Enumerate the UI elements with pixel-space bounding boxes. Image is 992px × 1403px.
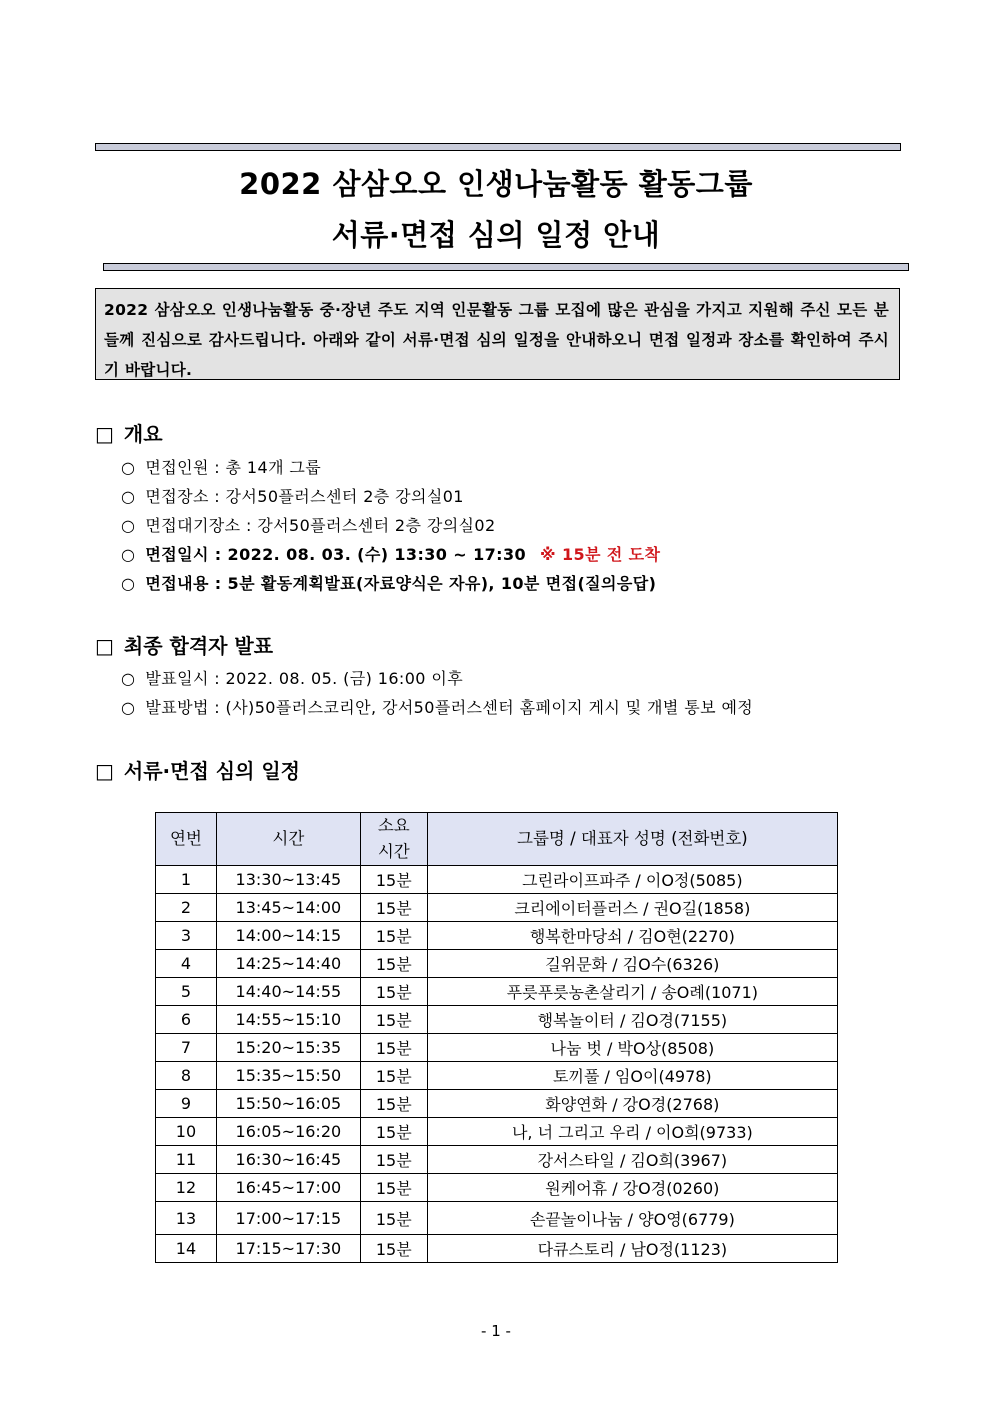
- cell-time: 16:05~16:20: [216, 1118, 360, 1146]
- cell-no: 4: [156, 950, 217, 978]
- table-row: [156, 978, 838, 1006]
- section-overview-heading: □ 개요: [95, 422, 163, 446]
- overview-item: ○ 면접장소 : 강서50플러스센터 2층 강의실01: [121, 487, 464, 506]
- cell-group: 손끝놀이나눔 / 양O영(6779): [427, 1202, 837, 1235]
- schedule-table: [155, 812, 838, 1263]
- overview-item: ○ 면접대기장소 : 강서50플러스센터 2층 강의실02: [121, 516, 496, 535]
- page-number: - 1 -: [481, 1322, 511, 1340]
- cell-duration: 15분: [360, 1006, 427, 1034]
- schedule-table-body: [156, 866, 838, 1263]
- table-row: [156, 950, 838, 978]
- table-row: [156, 1006, 838, 1034]
- cell-time: 16:45~17:00: [216, 1174, 360, 1202]
- cell-group: 길위문화 / 김O수(6326): [427, 950, 837, 978]
- cell-time: 13:45~14:00: [216, 894, 360, 922]
- table-row: [156, 894, 838, 922]
- cell-duration: 15분: [360, 1034, 427, 1062]
- title-bottom-bar: [103, 263, 909, 271]
- circle-bullet-icon: ○: [121, 545, 136, 564]
- header-no: 연번: [156, 813, 217, 866]
- table-row: [156, 1202, 838, 1235]
- table-row: [156, 1174, 838, 1202]
- cell-duration: 15분: [360, 922, 427, 950]
- header-duration: 소요 시간: [360, 813, 427, 866]
- circle-bullet-icon: ○: [121, 669, 136, 688]
- table-row: [156, 1034, 838, 1062]
- cell-group: 행복놀이터 / 김O경(7155): [427, 1006, 837, 1034]
- cell-time: 13:30~13:45: [216, 866, 360, 894]
- intro-box: 2022 삼삼오오 인생나눔활동 중·장년 주도 지역 인문활동 그룹 모집에 많은 관심을 가지고 지원해 주신 모든 분들께 진심으로 감사드립니다. 아래와 같이 서류·면접 심의 일정을 안내하오니 면접 일정과 장소를 확인하여 주시기 바랍니다.: [95, 288, 900, 380]
- cell-time: 14:40~14:55: [216, 978, 360, 1006]
- table-row: [156, 1235, 838, 1263]
- cell-no: 2: [156, 894, 217, 922]
- cell-time: 16:30~16:45: [216, 1146, 360, 1174]
- cell-duration: 15분: [360, 1118, 427, 1146]
- circle-bullet-icon: ○: [121, 458, 136, 477]
- overview-item-interview-date: ○ 면접일시 : 2022. 08. 03. (수) 13:30 ~ 17:30 ※ 15분 전 도착: [121, 545, 661, 564]
- checkbox-square-icon: □: [95, 422, 114, 446]
- table-row: [156, 866, 838, 894]
- table-header-row: [156, 813, 838, 866]
- arrival-note: ※ 15분 전 도착: [540, 545, 661, 564]
- checkbox-square-icon: □: [95, 759, 114, 783]
- cell-time: 15:20~15:35: [216, 1034, 360, 1062]
- circle-bullet-icon: ○: [121, 516, 136, 535]
- circle-bullet-icon: ○: [121, 487, 136, 506]
- cell-time: 14:00~14:15: [216, 922, 360, 950]
- overview-item: ○ 면접인원 : 총 14개 그룹: [121, 458, 322, 477]
- cell-time: 15:35~15:50: [216, 1062, 360, 1090]
- table-row: [156, 1062, 838, 1090]
- cell-group: 나, 너 그리고 우리 / 이O희(9733): [427, 1118, 837, 1146]
- cell-duration: 15분: [360, 978, 427, 1006]
- cell-no: 8: [156, 1062, 217, 1090]
- cell-group: 화양연화 / 강O경(2768): [427, 1090, 837, 1118]
- cell-no: 5: [156, 978, 217, 1006]
- cell-no: 1: [156, 866, 217, 894]
- cell-no: 7: [156, 1034, 217, 1062]
- announcement-item: ○ 발표일시 : 2022. 08. 05. (금) 16:00 이후: [121, 669, 464, 688]
- cell-group: 강서스타일 / 김O희(3967): [427, 1146, 837, 1174]
- cell-no: 13: [156, 1202, 217, 1235]
- cell-no: 14: [156, 1235, 217, 1263]
- cell-duration: 15분: [360, 1174, 427, 1202]
- cell-group: 토끼풀 / 임O이(4978): [427, 1062, 837, 1090]
- cell-no: 6: [156, 1006, 217, 1034]
- cell-group: 그린라이프파주 / 이O정(5085): [427, 866, 837, 894]
- cell-duration: 15분: [360, 1062, 427, 1090]
- circle-bullet-icon: ○: [121, 574, 136, 593]
- announcement-item: ○ 발표방법 : (사)50플러스코리안, 강서50플러스센터 홈페이지 게시 및 개별 통보 예정: [121, 698, 754, 717]
- cell-time: 17:15~17:30: [216, 1235, 360, 1263]
- cell-no: 11: [156, 1146, 217, 1174]
- section-schedule-heading: □ 서류·면접 심의 일정: [95, 759, 300, 783]
- page-title: 2022 삼삼오오 인생나눔활동 활동그룹: [239, 167, 753, 201]
- table-row: [156, 1146, 838, 1174]
- cell-duration: 15분: [360, 1235, 427, 1263]
- table-row: [156, 922, 838, 950]
- cell-duration: 15분: [360, 866, 427, 894]
- cell-duration: 15분: [360, 1146, 427, 1174]
- cell-group: 크리에이터플러스 / 권O길(1858): [427, 894, 837, 922]
- cell-time: 14:55~15:10: [216, 1006, 360, 1034]
- cell-duration: 15분: [360, 1090, 427, 1118]
- cell-group: 다큐스토리 / 남O정(1123): [427, 1235, 837, 1263]
- cell-duration: 15분: [360, 1202, 427, 1235]
- cell-group: 푸릇푸릇농촌살리기 / 송O례(1071): [427, 978, 837, 1006]
- cell-no: 10: [156, 1118, 217, 1146]
- cell-time: 17:00~17:15: [216, 1202, 360, 1235]
- cell-group: 원케어휴 / 강O경(0260): [427, 1174, 837, 1202]
- title-top-bar: [95, 143, 901, 151]
- overview-item-interview-content: ○ 면접내용 : 5분 활동계획발표(자료양식은 자유), 10분 면접(질의응답): [121, 574, 657, 593]
- header-group: 그룹명 / 대표자 성명 (전화번호): [427, 813, 837, 866]
- circle-bullet-icon: ○: [121, 698, 136, 717]
- cell-group: 행복한마당쇠 / 김O현(2270): [427, 922, 837, 950]
- cell-duration: 15분: [360, 894, 427, 922]
- checkbox-square-icon: □: [95, 634, 114, 658]
- cell-time: 14:25~14:40: [216, 950, 360, 978]
- header-time: 시간: [216, 813, 360, 866]
- section-announcement-heading: □ 최종 합격자 발표: [95, 634, 274, 658]
- cell-no: 3: [156, 922, 217, 950]
- cell-duration: 15분: [360, 950, 427, 978]
- page-subtitle: 서류·면접 심의 일정 안내: [331, 218, 661, 252]
- table-row: [156, 1118, 838, 1146]
- cell-time: 15:50~16:05: [216, 1090, 360, 1118]
- table-row: [156, 1090, 838, 1118]
- cell-group: 나눔 벗 / 박O상(8508): [427, 1034, 837, 1062]
- cell-no: 9: [156, 1090, 217, 1118]
- cell-no: 12: [156, 1174, 217, 1202]
